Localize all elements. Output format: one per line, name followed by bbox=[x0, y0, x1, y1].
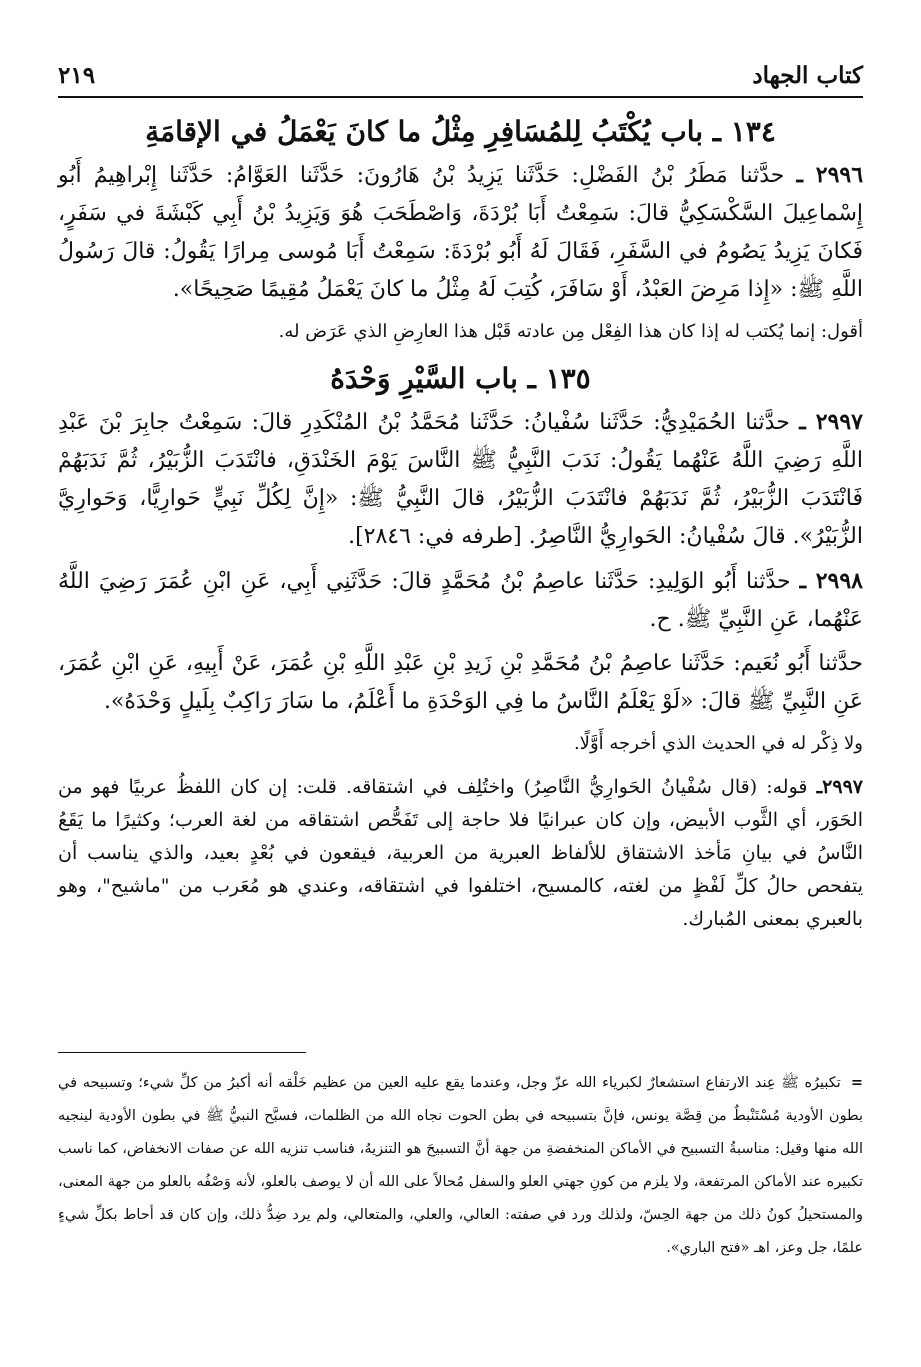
hadith-text: حدَّثنا مَطَرُ بْنُ الفَضْلِ: حَدَّثَنا يَزِيدُ بْنُ هَارُونَ: حَدَّثَنا العَوَّامُ: حَدَّثَنا إِبْراهِيمُ أَبُو إِسْماعِيلَ السَّكْسَكِيُّ قالَ: سَمِعْتُ أَبَا بُرْدَةَ، وَاصْطَحَبَ هُوَ وَيَزِيدُ بْنُ أَبِي كَبْشَةَ في سَفَرٍ، فَكانَ يَزِيدُ يَصُومُ في السَّفَرِ، فَقَالَ لَهُ أَبُو بُرْدَةَ: سَمِعْتُ أَبَا مُوسى مِرارًا يَقُولُ: قالَ رَسُولُ اللَّهِ ﷺ: «إِذا مَرِضَ العَبْدُ، أَوْ سَافَرَ، كُتِبَ لَهُ مِثْلُ ما كانَ يَعْمَلُ مُقِيمًا صَحِيحًا». bbox=[58, 163, 863, 302]
hadith-text: حدَّثنا أَبُو نُعَيم: حَدَّثَنا عاصِمُ بْنُ مُحَمَّدِ بْنِ زَيدِ بْنِ عَبْدِ اللَّهِ بْنِ عُمَرَ، عَنْ أَبِيهِ، عَنِ ابْنِ عُمَرَ، عَنِ النَّبِيِّ ﷺ قالَ: «لَوْ يَعْلَمُ النَّاسُ ما فِي الوَحْدَةِ ما أَعْلَمُ، ما سَارَ رَاكِبٌ بِلَيلٍ وَحْدَهُ». bbox=[58, 651, 863, 714]
author-comment: ولا ذِكْر له في الحديث الذي أخرجه أَوَّلًا. bbox=[573, 733, 863, 754]
commentary-paragraph bbox=[58, 771, 863, 936]
chapter-title: ١٣٤ ـ باب يُكْتَبُ لِلمُسَافِرِ مِثْلُ ما كانَ يَعْمَلُ في الإقامَةِ bbox=[145, 115, 776, 148]
hadith-paragraph bbox=[58, 403, 863, 556]
footnote bbox=[58, 1066, 863, 1265]
page-number: ٢١٩ bbox=[58, 61, 96, 89]
footnote-divider bbox=[58, 1052, 306, 1053]
hadith-paragraph bbox=[58, 645, 863, 721]
author-comment: أقول: إنما يُكتب له إذا كان هذا الفِعْل مِن عادته قَبْل هذا العارِضِ الذي عَرَض له. bbox=[278, 321, 863, 342]
hadith-number: ٢٩٩٧ ـ bbox=[799, 409, 863, 435]
footnote-text: تكبيرُه ﷺ عِند الارتفاع استشعارٌ لكبرياء الله عزّ وجل، وعندما يقع عليه العين من عظيم خَلْقه أنه أكبرُ من كلِّ شيء؛ وتسبيحه في بطون الأودية مُسْتَنْبطٌ من قِصَّة يونس، فإنَّ بتسبيحه في بطن الحوت نجاه الله من الظلمات، فسبَّح النبيُّ ﷺ في بطون الأودية لينجيه الله منها وقيل: مناسبةُ التسبيح في الأماكن المنخفضةِ من جهة أنَّ التسبيحَ هو التنزيهُ، فناسب تنزيه الله عن صفات الانخفاض، كما ناسب تكبيره عند الأماكن المرتفعة، ولا يلزم من كونِ جهتي العلو والسفل مُحالاً على الله أن لا يوصف بالعلو، لأنه وَصْفُه بالعلو من جهة المعنى، والمستحيلُ كونُ ذلك من جهة الحِسّ، ولذلك ورد في صفته: العالي، والعلي، والمتعالي، ولم يرد ضِدُّ ذلك، وإن كان قد أحاط بكلِّ شيءٍ علمًا، جل وعز، اهـ «فتح الباري». bbox=[58, 1075, 863, 1256]
header-divider bbox=[58, 96, 863, 98]
running-header bbox=[58, 56, 863, 94]
hadith-text: حدَّثنا أَبُو الوَلِيدِ: حَدَّثَنا عاصِمُ بْنُ مُحَمَّدٍ قالَ: حَدَّثَنِي أَبِي، عَنِ ابْنِ عُمَرَ رَضِيَ اللَّهُ عَنْهُما، عَنِ النَّبِيِّ ﷺ. ح. bbox=[58, 569, 863, 632]
continuation-mark: = bbox=[850, 1074, 863, 1091]
chapter-title: ١٣٥ ـ باب السَّيْرِ وَحْدَهُ bbox=[330, 362, 591, 395]
hadith-text: حدَّثنا الحُمَيْدِيُّ: حَدَّثَنا سُفْيانُ: حَدَّثَنا مُحَمَّدُ بْنُ المُنْكَدِرِ قالَ: سَمِعْتُ جابِرَ بْنَ عَبْدِ اللَّهِ رَضِيَ اللَّهُ عَنْهُما يَقُولُ: نَدَبَ النَّبِيُّ ﷺ النَّاسَ يَوْمَ الخَنْدَقِ، فانْتَدَبَ الزُّبَيْرُ، ثُمَّ نَدَبَهُمْ فَانْتَدَبَ الزُّبَيْرُ، ثُمَّ نَدَبَهُمْ فانْتَدَبَ الزُّبَيْرُ، قالَ النَّبِيُّ ﷺ: «إِنَّ لِكُلِّ نَبِيٍّ حَوارِيًّا، وَحَوارِيَّ الزُّبَيْرُ». قالَ سُفْيانُ: الحَوارِيُّ النَّاصِرُ. [طرفه في: ٢٨٤٦]. bbox=[58, 410, 863, 549]
hadith-paragraph bbox=[58, 562, 863, 639]
hadith-paragraph bbox=[58, 156, 863, 309]
hadith-number: ٢٩٩٨ ـ bbox=[799, 568, 863, 594]
commentary-number: ٢٩٩٧ـ bbox=[816, 776, 863, 798]
hadith-number: ٢٩٩٦ ـ bbox=[796, 162, 864, 188]
book-title: كتاب الجهاد bbox=[752, 61, 863, 89]
main-text bbox=[58, 112, 863, 936]
commentary-text: قوله: (قال سُفْيانُ الحَوارِيُّ النَّاصِرُ) واختُلِف في اشتقاقه. قلت: إن كان اللفظُ عربيًا فهو من الحَوَر، أي الثَّوب الأبيض، وإن كان عبرانيًا فلا حاجة إلى تَفَحُّص اشتقاقه من لغة العرب؛ وكثيرًا ما يَقَعُ النَّاسُ في بيانِ مَأخذ الاشتقاق للألفاظ العبرية من العربية، فيقعون في بُعْدٍ بعيد، والذي يناسب أن يتفحص حالُ كلِّ لَفْظٍ من لغته، كالمسيح، اختلفوا في اشتقاقه، وعندي هو مُعَرب من "ماشيح"، وهو بالعبري بمعنى المُبارك. bbox=[58, 776, 863, 930]
